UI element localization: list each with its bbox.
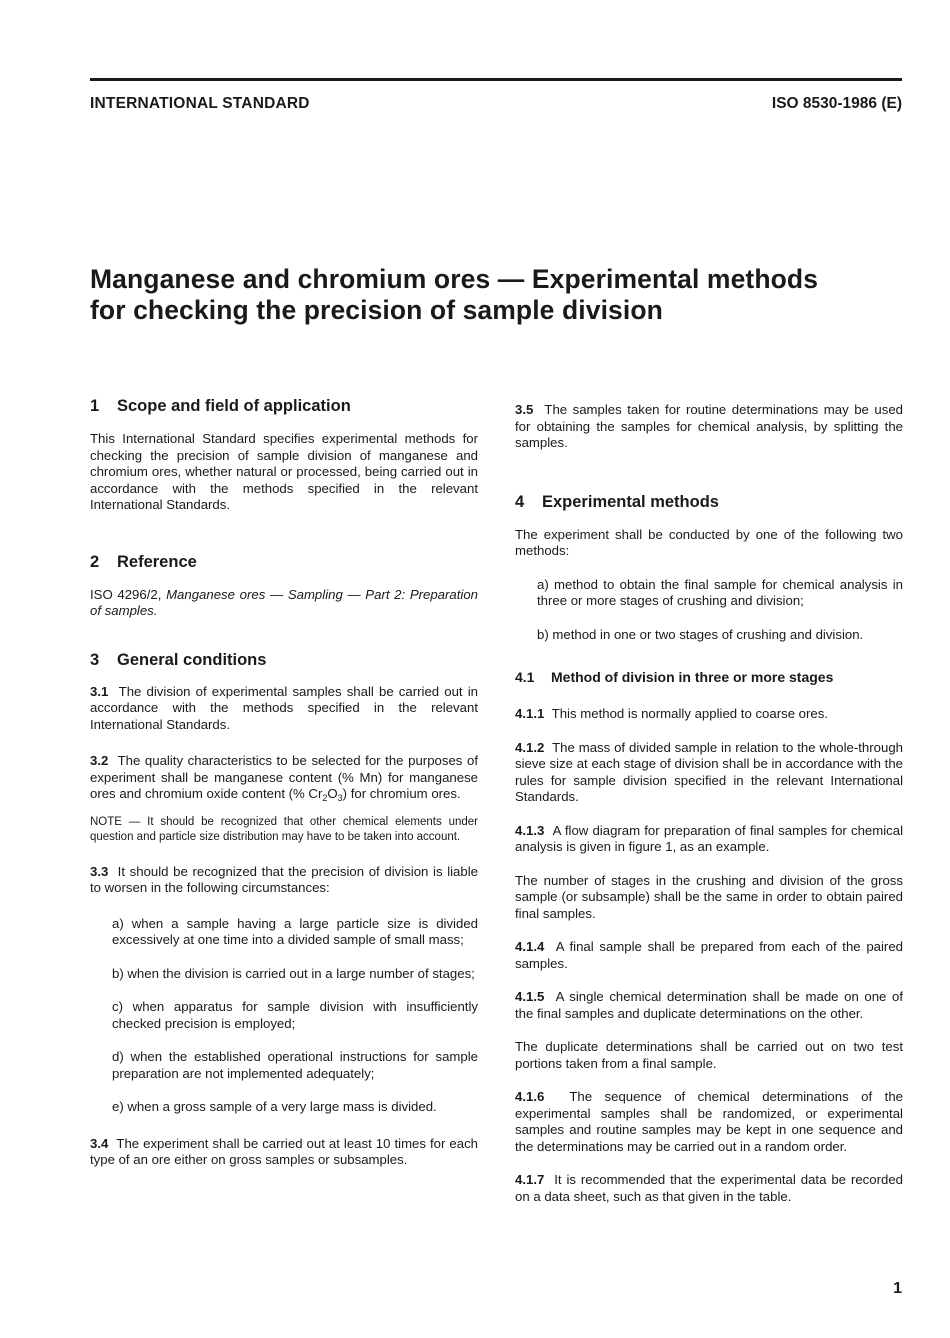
- section-1-heading: 1 Scope and field of application: [90, 397, 351, 415]
- section-3-heading: 3 General conditions: [90, 650, 267, 669]
- title-line-1: Manganese and chromium ores — Experimental methods: [90, 264, 819, 294]
- clause-3-1: 3.1 The division of experimental samples shall be carried out in accordance with the methods specified in the relevant International Standards.: [90, 683, 479, 732]
- header-rule: [90, 78, 902, 81]
- clause-4-1-2: 4.1.2 The mass of divided sample in relation to the whole-through sieve size at each stage of division shall be in accordance with the rules for sample division specified in the relevant International Standards.: [515, 739, 903, 804]
- clause-4-1-7: 4.1.7 It is recommended that the experimental data be recorded on a data sheet, such as that given in the table.: [515, 1172, 903, 1204]
- clause-4-1-4: 4.1.4 A final sample shall be prepared from each of the paired samples.: [515, 939, 903, 971]
- list-item-4-b: b) method in one or two stages of crushing and division.: [537, 626, 864, 642]
- clause-4-1-1: 4.1.1 This method is normally applied to coarse ores.: [515, 706, 829, 721]
- section-4-heading: 4 Experimental methods: [515, 492, 719, 511]
- title-line-2: for checking the precision of sample division: [90, 295, 663, 325]
- reference-title: Manganese ores — Sampling — Part 2: Preparation of samples.: [90, 586, 478, 618]
- clause-4-1-3: 4.1.3 A flow diagram for preparation of final samples for chemical analysis is given in figure 1, as an example.: [515, 822, 904, 854]
- reference-code: ISO 4296/2,: [90, 586, 162, 602]
- clause-4-1-3-continued: The number of stages in the crushing and division of the gross sample (or subsample) shall be the same in order to obtain paired final samples.: [515, 872, 903, 921]
- standard-number: ISO 8530-1986 (E): [771, 95, 902, 112]
- section-1-text: This International Standard specifies experimental methods for checking the precision of sample division of manganese and chromium ores, whether natural or processed, being carried out in accordance with the methods specified in the relevant International Standards.: [90, 431, 478, 512]
- list-item-3-3-c: c) when apparatus for sample division with insufficiently checked precision is employed;: [112, 999, 478, 1031]
- section-4-intro: The experiment shall be conducted by one of the following two methods:: [515, 526, 903, 558]
- clause-4-1-5: 4.1.5 A single chemical determination shall be made on one of the final samples and duplicate determinations on the other.: [515, 989, 904, 1021]
- page-number: 1: [893, 1280, 902, 1297]
- clause-3-2: 3.2 The quality characteristics to be selected for the purposes of experiment shall be manganese content (% Mn) for manganese ores and chromium oxide content (% $Cr_2O_3$) for chromium ores.: [90, 753, 478, 803]
- document-type: INTERNATIONAL STANDARD: [90, 95, 310, 112]
- clause-4-1-6: 4.1.6 The sequence of chemical determinations of the experimental samples shall be randomized, or experimental samples and routine samples may be kept in one sequence and the determinations may be carried out in a random order.: [515, 1089, 903, 1154]
- note: NOTE — It should be recognized that other chemical elements under question and particle size distribution may have to be taken into account.: [90, 815, 478, 843]
- clause-3-5: 3.5 The samples taken for routine determinations may be used for obtaining the samples for chemical analysis, by splitting the samples.: [515, 402, 904, 450]
- document-title: [90, 264, 910, 326]
- right-column: [515, 402, 903, 1205]
- clause-4-1-5-continued: The duplicate determinations shall be carried out on two test portions taken from a final sample.: [515, 1039, 903, 1071]
- list-item-3-3-e: e) when a gross sample of a very large mass is divided.: [112, 1099, 437, 1114]
- reference-entry: [90, 587, 478, 620]
- list-item-3-3-a: a) when a sample having a large particle size is divided excessively at one time into a divided sample of small mass;: [112, 915, 478, 947]
- clause-3-4: 3.4 The experiment shall be carried out at least 10 times for each type of an ore either on gross samples or subsamples.: [90, 1135, 479, 1167]
- subsection-4-1-heading: 4.1 Method of division in three or more stages: [515, 669, 834, 685]
- list-item-3-3-d: d) when the established operational instructions for sample preparation are not implemented adequately;: [112, 1049, 478, 1081]
- clause-3-3: 3.3 It should be recognized that the precision of division is liable to worsen in the following circumstances:: [90, 863, 478, 895]
- left-column: [90, 396, 478, 1169]
- list-item-4-a: a) method to obtain the final sample for chemical analysis in three or more stages of crushing and division;: [537, 576, 903, 608]
- list-item-3-3-b: b) when the division is carried out in a large number of stages;: [112, 965, 475, 981]
- section-2-heading: 2 Reference: [90, 552, 197, 571]
